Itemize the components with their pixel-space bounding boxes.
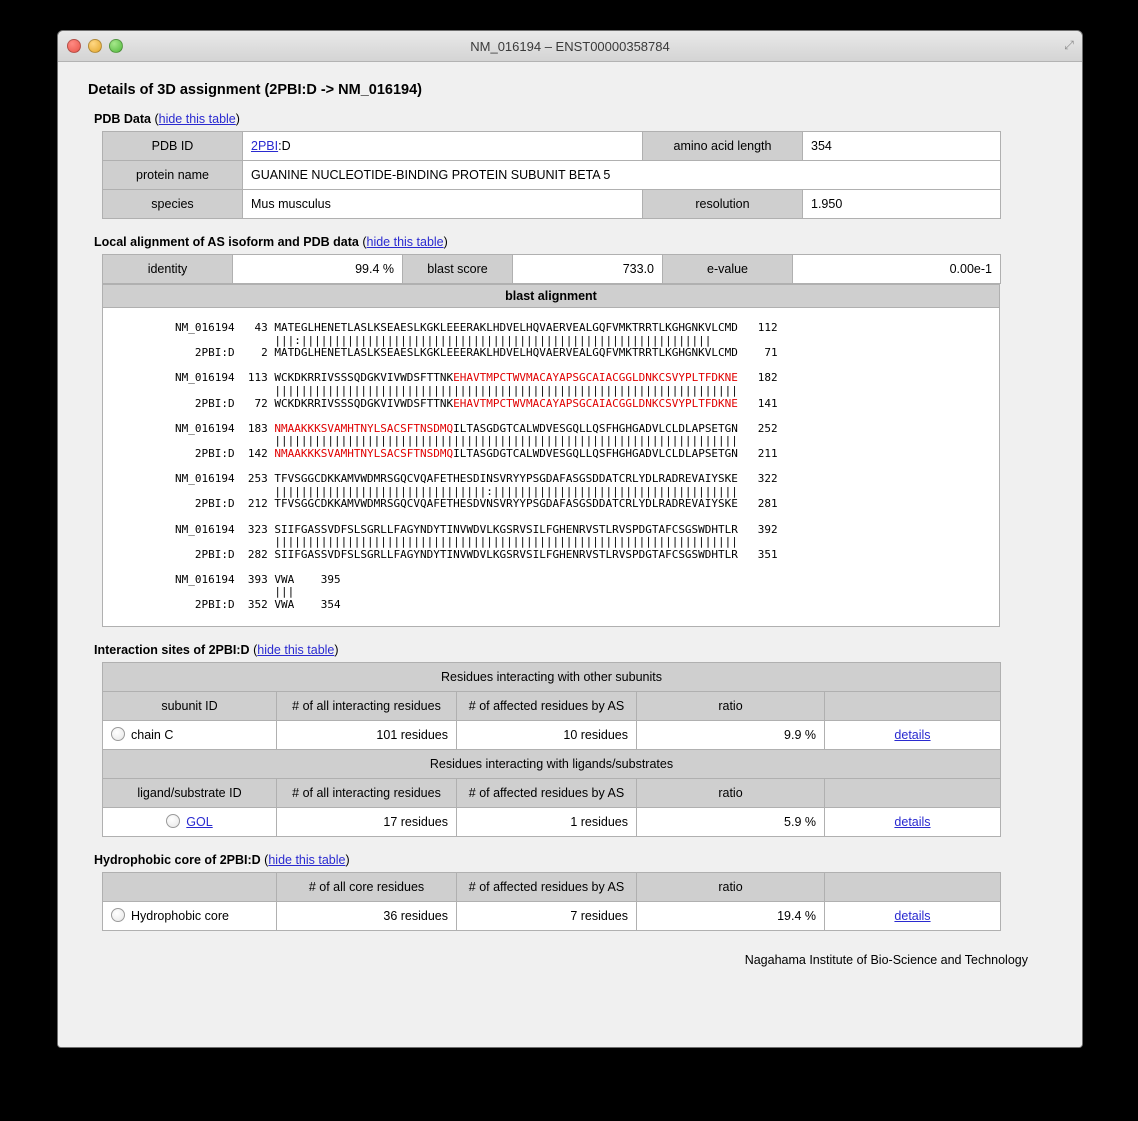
hydrophobic-section-label bbox=[94, 853, 1060, 867]
hydrophobic-core-table bbox=[102, 872, 1001, 931]
aln-line: 2PBI:D 2 MATDGLHENETLASLKSEAESLKGKLEEERAKLHDVELHQVAERVEALGQFVMKTRRTLKGHGNKVLCMD 71 bbox=[175, 346, 778, 360]
ligand-id-link[interactable]: GOL bbox=[186, 815, 213, 830]
hydrophobic-hide-table-wrapper: (hide this table) bbox=[264, 852, 350, 867]
table-row bbox=[103, 872, 1001, 901]
aln-line: |||:|||||||||||||||||||||||||||||||||||||||||||||||||||||||||||||| bbox=[175, 333, 712, 347]
pdb-id-label: PDB ID bbox=[103, 132, 243, 161]
close-icon[interactable] bbox=[67, 39, 81, 53]
aln-line: NM_016194 323 SIIFGASSVDFSLSGRLLFAGYNDYTINVWDVLKGSRVSILFGHENRVSTLRVSPDGTAFCSGSWDHTLR 392 bbox=[175, 522, 778, 536]
identity-label: identity bbox=[103, 255, 233, 284]
pdb-data-section-label bbox=[94, 112, 1060, 126]
blast-alignment-title: blast alignment bbox=[102, 284, 1000, 308]
radio-icon[interactable] bbox=[166, 814, 180, 828]
alignment-label-text: Local alignment of AS isoform and PDB data bbox=[94, 235, 359, 249]
aln-line: 2PBI:D 212 TFVSGGCDKKAMVWDMRSGQCVQAFETHESDVNSVRYYPSGDAFASGSDDATCRLYDLRADREVAIYSKE 281 bbox=[175, 497, 778, 511]
ligand-affected-value: 1 residues bbox=[457, 807, 637, 836]
aln-line: 2PBI:D 72 WCKDKRRIVSSSQDGKVIVWDSFTTNKEHAVTMPCTWVMACAYAPSGCAIACGGLDNKCSVYPLTFDKNE 141 bbox=[175, 396, 778, 410]
aln-line: |||||||||||||||||||||||||||||||||||||||||||||||||||||||||||||||||||||| bbox=[175, 383, 738, 397]
hydrophobic-id-value: Hydrophobic core bbox=[131, 909, 229, 924]
ligand-id-cell[interactable] bbox=[103, 807, 277, 836]
ligand-details-link[interactable]: details bbox=[894, 814, 931, 829]
resize-grip-icon[interactable]: ⤢ bbox=[1064, 38, 1074, 52]
aln-line: NM_016194 183 NMAAKKKSVAMHTNYLSACSFTNSDMQILTASGDGTCALWDVESGQLLQSFHGHGADVLCLDLAPSETGN 252 bbox=[175, 421, 778, 435]
aln-line: 2PBI:D 142 NMAAKKKSVAMHTNYLSACSFTNSDMQILTASGDGTCALWDVESGQLLQSFHGHGADVLCLDLAPSETGN 211 bbox=[175, 446, 778, 460]
subunit-id-cell[interactable] bbox=[103, 720, 277, 749]
resolution-value: 1.950 bbox=[803, 190, 1001, 219]
hydrophobic-label-text: Hydrophobic core of 2PBI:D bbox=[94, 852, 261, 867]
ligand-ratio-value: 5.9 % bbox=[637, 807, 825, 836]
table-row bbox=[103, 807, 1001, 836]
resolution-label: resolution bbox=[643, 190, 803, 219]
page-title: Details of 3D assignment (2PBI:D -> NM_016194) bbox=[88, 82, 423, 98]
subunit-affected-header: # of affected residues by AS bbox=[457, 691, 637, 720]
window-titlebar bbox=[58, 31, 1082, 62]
window-controls[interactable] bbox=[67, 39, 123, 53]
species-value: Mus musculus bbox=[243, 190, 643, 219]
subunits-title: Residues interacting with other subunits bbox=[103, 662, 1001, 691]
aln-line: ||||||||||||||||||||||||||||||||:||||||||||||||||||||||||||||||||||||| bbox=[175, 484, 738, 498]
aln-line: NM_016194 253 TFVSGGCDKKAMVWDMRSGQCVQAFETHESDINSVRYYPSGDAFASGSDDATCRLYDLRADREVAIYSKE 322 bbox=[175, 472, 778, 486]
aln-line: ||| bbox=[175, 585, 295, 599]
aln-line: 2PBI:D 282 SIIFGASSVDFSLSGRLLFAGYNDYTINVWDVLKGSRVSILFGHENRVSTLRVSPDGTAFCSGSWDHTLR 351 bbox=[175, 547, 778, 561]
application-window bbox=[57, 30, 1083, 1048]
pdb-id-chain-suffix: :D bbox=[278, 139, 291, 153]
amino-acid-length-value: 354 bbox=[803, 132, 1001, 161]
blast-alignment-box bbox=[102, 308, 1000, 627]
hydrophobic-id-header bbox=[103, 872, 277, 901]
evalue-label: e-value bbox=[663, 255, 793, 284]
pdb-hide-table-wrapper: (hide this table) bbox=[154, 112, 240, 126]
interaction-hide-table-link[interactable]: hide this table bbox=[257, 642, 335, 657]
table-row bbox=[103, 749, 1001, 778]
ligand-affected-header: # of affected residues by AS bbox=[457, 778, 637, 807]
hydrophobic-affected-value: 7 residues bbox=[457, 901, 637, 930]
table-row bbox=[103, 255, 1001, 284]
aln-line: |||||||||||||||||||||||||||||||||||||||||||||||||||||||||||||||||||||| bbox=[175, 535, 738, 549]
subunit-id-header: subunit ID bbox=[103, 691, 277, 720]
hydrophobic-affected-header: # of affected residues by AS bbox=[457, 872, 637, 901]
hydrophobic-hide-table-link[interactable]: hide this table bbox=[268, 852, 346, 867]
hydrophobic-details-cell bbox=[825, 901, 1001, 930]
pdb-id-link[interactable]: 2PBI bbox=[251, 139, 279, 153]
pdb-hide-table-link[interactable]: hide this table bbox=[158, 112, 236, 126]
aln-line: NM_016194 113 WCKDKRRIVSSSQDGKVIVWDSFTTNKEHAVTMPCTWVMACAYAPSGCAIACGGLDNKCSVYPLTFDKNE 182 bbox=[175, 371, 778, 385]
ligands-title: Residues interacting with ligands/substrates bbox=[103, 749, 1001, 778]
table-row bbox=[103, 901, 1001, 930]
subunit-details-link[interactable]: details bbox=[894, 727, 931, 742]
interaction-sites-table bbox=[102, 662, 1001, 837]
radio-icon[interactable] bbox=[111, 908, 125, 922]
footer-text: Nagahama Institute of Bio-Science and Technology bbox=[744, 952, 1028, 967]
table-row bbox=[103, 720, 1001, 749]
radio-icon[interactable] bbox=[111, 727, 125, 741]
ligand-all-residues-header: # of all interacting residues bbox=[277, 778, 457, 807]
protein-name-label: protein name bbox=[103, 161, 243, 190]
subunit-all-residues-value: 101 residues bbox=[277, 720, 457, 749]
blast-alignment-text bbox=[103, 322, 999, 612]
hydrophobic-id-cell[interactable] bbox=[103, 901, 277, 930]
interaction-label-text: Interaction sites of 2PBI:D bbox=[94, 642, 250, 657]
table-row bbox=[103, 190, 1001, 219]
blast-score-label: blast score bbox=[403, 255, 513, 284]
pdb-id-value bbox=[243, 132, 643, 161]
alignment-section-label bbox=[94, 235, 1060, 249]
pdb-data-table bbox=[102, 131, 1001, 219]
zoom-icon[interactable] bbox=[109, 39, 123, 53]
pdb-data-label-text: PDB Data bbox=[94, 112, 151, 126]
ligand-details-header bbox=[825, 778, 1001, 807]
aln-line: NM_016194 393 VWA 395 bbox=[175, 572, 341, 586]
table-row bbox=[103, 778, 1001, 807]
hydrophobic-details-link[interactable]: details bbox=[894, 908, 931, 923]
aln-line: 2PBI:D 352 VWA 354 bbox=[175, 598, 341, 612]
hydrophobic-details-header bbox=[825, 872, 1001, 901]
subunit-id-value: chain C bbox=[131, 728, 174, 743]
hydrophobic-ratio-value: 19.4 % bbox=[637, 901, 825, 930]
hydrophobic-all-core-header: # of all core residues bbox=[277, 872, 457, 901]
minimize-icon[interactable] bbox=[88, 39, 102, 53]
table-row bbox=[103, 691, 1001, 720]
subunit-details-header bbox=[825, 691, 1001, 720]
table-row bbox=[103, 161, 1001, 190]
amino-acid-length-label: amino acid length bbox=[643, 132, 803, 161]
window-content bbox=[58, 62, 1082, 1047]
interaction-hide-table-wrapper: (hide this table) bbox=[253, 642, 339, 657]
hydrophobic-ratio-header: ratio bbox=[637, 872, 825, 901]
ligand-ratio-header: ratio bbox=[637, 778, 825, 807]
subunit-ratio-header: ratio bbox=[637, 691, 825, 720]
aln-line: NM_016194 43 MATEGLHENETLASLKSEAESLKGKLEEERAKLHDVELHQVAERVEALGQFVMKTRRTLKGHGNKVLCMD 112 bbox=[175, 321, 778, 334]
table-row bbox=[103, 662, 1001, 691]
ligand-id-header: ligand/substrate ID bbox=[103, 778, 277, 807]
alignment-hide-table-wrapper: (hide this table) bbox=[362, 235, 448, 249]
subunit-affected-value: 10 residues bbox=[457, 720, 637, 749]
aln-line: |||||||||||||||||||||||||||||||||||||||||||||||||||||||||||||||||||||| bbox=[175, 434, 738, 448]
protein-name-value: GUANINE NUCLEOTIDE-BINDING PROTEIN SUBUNIT BETA 5 bbox=[243, 161, 1001, 190]
window-title: NM_016194 – ENST00000358784 bbox=[470, 38, 670, 54]
evalue-value: 0.00e-1 bbox=[793, 255, 1001, 284]
ligand-details-cell bbox=[825, 807, 1001, 836]
hydrophobic-all-core-value: 36 residues bbox=[277, 901, 457, 930]
interaction-section-label bbox=[94, 643, 1060, 657]
identity-value: 99.4 % bbox=[233, 255, 403, 284]
alignment-stats-table bbox=[102, 254, 1001, 284]
subunit-all-residues-header: # of all interacting residues bbox=[277, 691, 457, 720]
ligand-all-residues-value: 17 residues bbox=[277, 807, 457, 836]
species-label: species bbox=[103, 190, 243, 219]
alignment-hide-table-link[interactable]: hide this table bbox=[366, 235, 444, 249]
blast-score-value: 733.0 bbox=[513, 255, 663, 284]
subunit-ratio-value: 9.9 % bbox=[637, 720, 825, 749]
table-row bbox=[103, 132, 1001, 161]
subunit-details-cell bbox=[825, 720, 1001, 749]
